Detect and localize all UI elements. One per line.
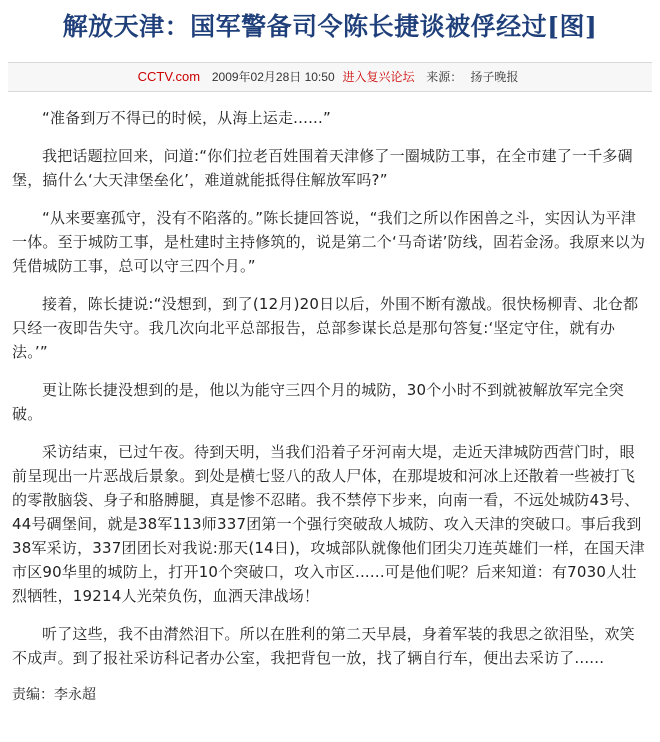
publish-datetime: 2009年02月28日 10:50 — [211, 70, 335, 84]
article-paragraph: 听了这些，我不由潸然泪下。所以在胜利的第二天早晨，身着军装的我思之欲泪坠，欢笑不成声。到了报社采访科记者办公室，我把背包一放，找了辆自行车，便出去采访了...... — [12, 625, 635, 667]
article-paragraph: 接着，陈长捷说:“没想到，到了(12月)20日以后，外围不断有激战。很快杨柳青、北仓都只经一夜即告失守。我几次向北平总部报告，总部参谋长总是那句答复:‘坚定守住，就有办法。’” — [12, 295, 639, 361]
article-meta-bar — [8, 62, 652, 92]
article-paragraph: 我把话题拉回来，问道:“你们拉老百姓围着天津修了一圈城防工事，在全市建了一千多碉堡，搞什么‘大天津堡垒化’，难道就能抵得住解放军吗?” — [12, 147, 633, 189]
source-info — [422, 70, 522, 84]
source-label: 来源： — [426, 70, 463, 84]
article-title-tag: [图] — [547, 12, 598, 41]
article-paragraph: “准备到万不得已的时候，从海上运走......” — [42, 109, 331, 127]
article-body — [0, 92, 660, 704]
site-name: CCTV.com — [137, 69, 201, 84]
article-title-text: 解放天津：国军警备司令陈长捷谈被俘经过 — [62, 12, 548, 41]
article-paragraph: 采访结束，已过午夜。待到天明，当我们沿着子牙河南大堤，走近天津城防西营门时，眼前呈现出一片恶战后景象。到处是横七竖八的敌人尸体，在那堤坡和河冰上还散着一些被打飞的零散脑袋、身子和胳膊腿，真是惨不忍睹。我不禁停下步来，向南一看，不远处城防43号、44号碉堡间，就是38军113师337团第一个强行突破敌人城防、攻入天津的突破口。事后我到38军采访，337团团长对我说:那天(14日)，攻城部队就像他们团尖刀连英雄们一样，在国天津市区90华里的城防上，打开10个突破口，攻入市区......可是他们呢？后来知道：有7030人壮烈牺牲，19214人光荣负伤，血洒天津战场！ — [12, 443, 645, 605]
forum-link[interactable]: 进入复兴论坛 — [342, 70, 415, 84]
article-paragraph: “从来要塞孤守，没有不陷落的。”陈长捷回答说，“我们之所以作困兽之斗，实因认为平津一体。至于城防工事，是杜建时主持修筑的，说是第二个‘马奇诺’防线，固若金汤。我原来以为凭借城防工事，总可以守三四个月。” — [12, 209, 646, 275]
article-title — [0, 0, 660, 48]
editor-credit: 责编：李永超 — [12, 687, 96, 703]
source-name: 扬子晚报 — [470, 70, 519, 84]
article-paragraph: 更让陈长捷没想到的是，他以为能守三四个月的城防，30个小时不到就被解放军完全突破。 — [12, 381, 624, 423]
